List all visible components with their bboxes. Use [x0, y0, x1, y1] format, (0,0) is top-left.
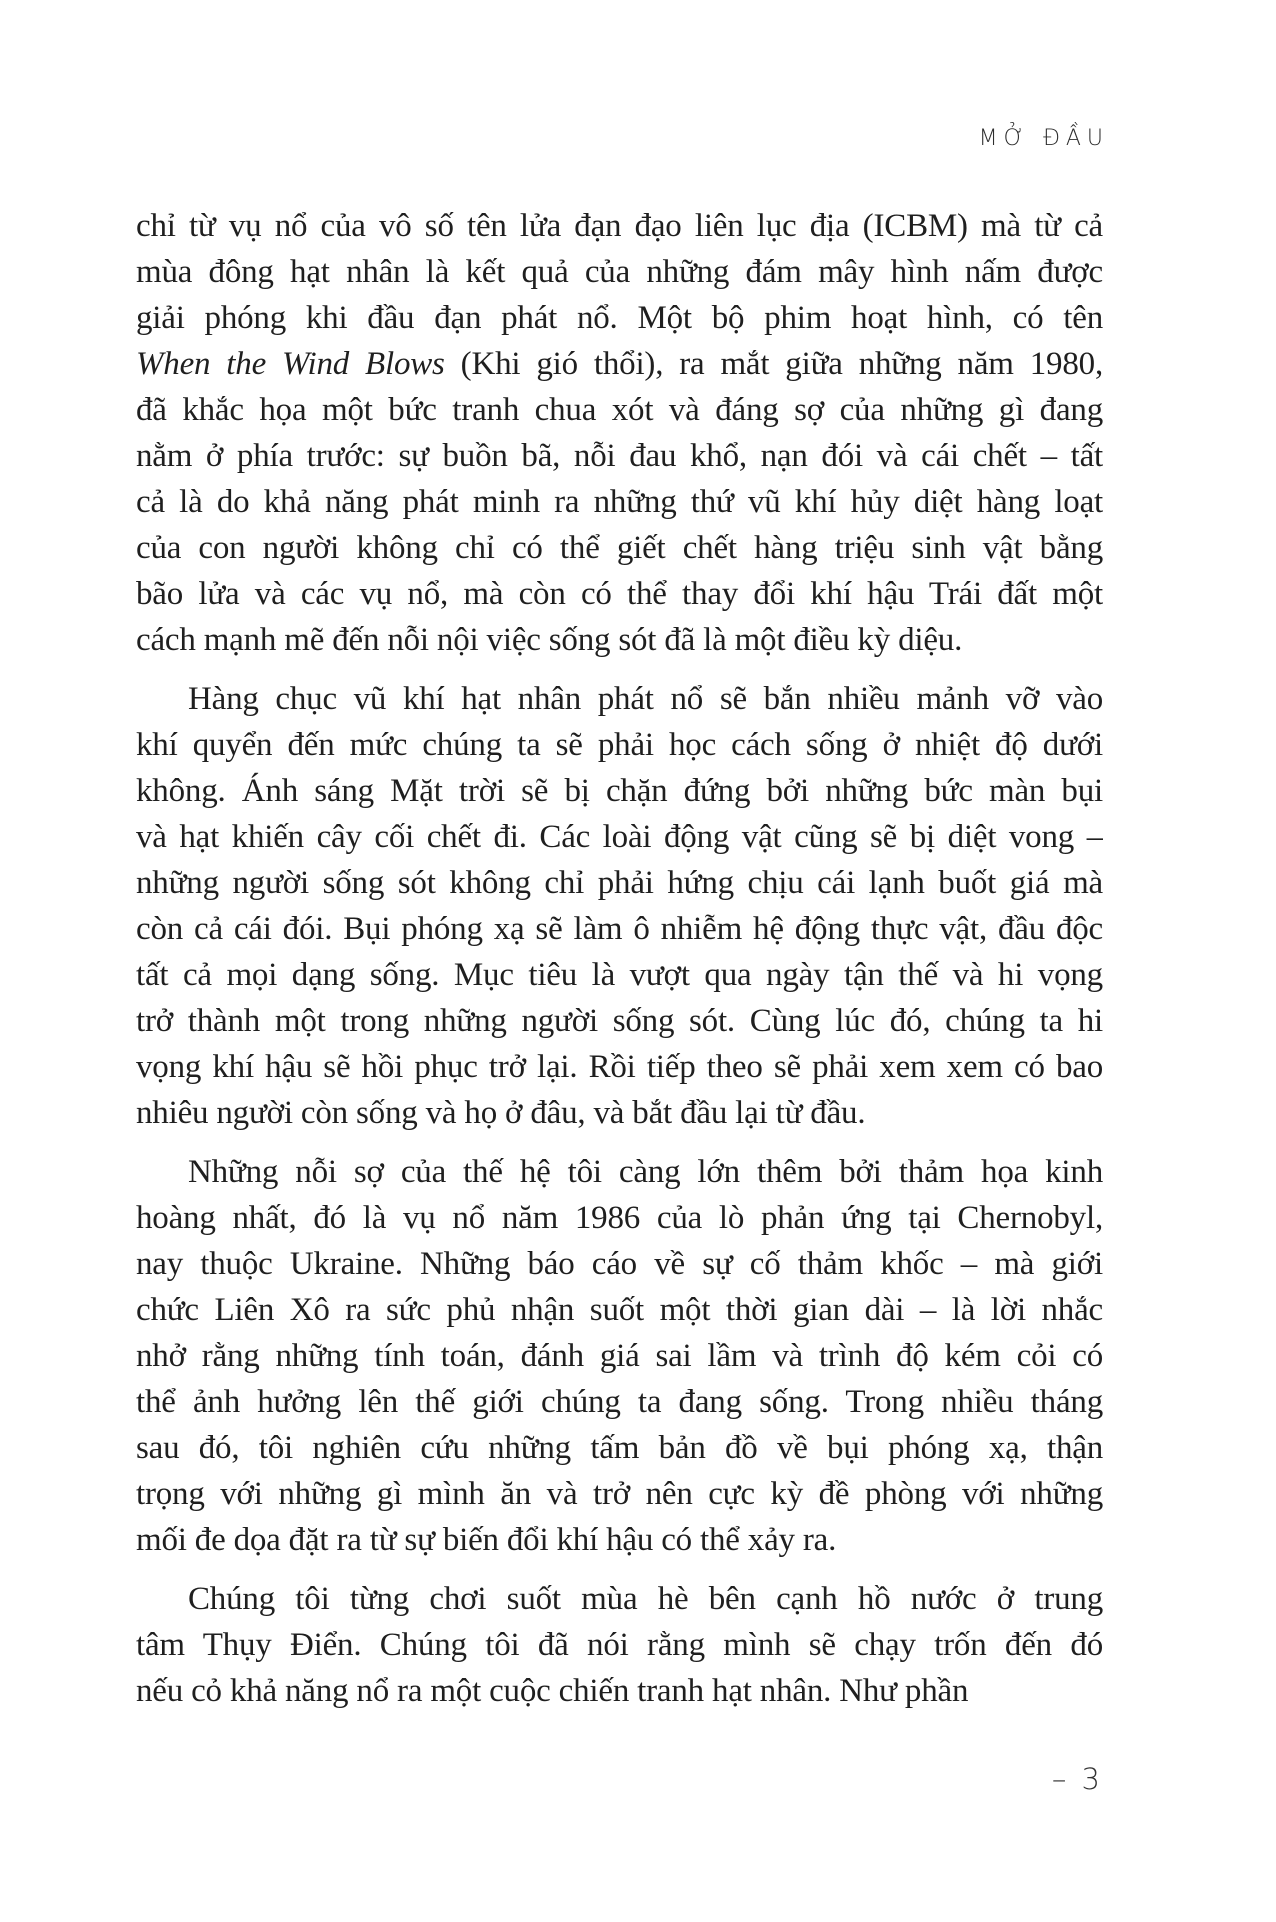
text-line: mùa đông hạt nhân là kết quả của những đám mây hình nấm được [136, 254, 1103, 290]
page-number: – 3 [1051, 1762, 1103, 1796]
text-line: hoàng nhất, đó là vụ nổ năm 1986 của lò phản ứng tại Chernobyl, [136, 1200, 1103, 1236]
running-head: MỞ ĐẦU [978, 126, 1109, 151]
text-line: những người sống sót không chỉ phải hứng chịu cái lạnh buốt giá mà [136, 865, 1103, 901]
text-line: nhở rằng những tính toán, đánh giá sai lầm và trình độ kém cỏi có [136, 1338, 1103, 1374]
text-line: nếu cỏ khả năng nổ ra một cuộc chiến tranh hạt nhân. Như phần [136, 1673, 969, 1709]
text-line: tất cả mọi dạng sống. Mục tiêu là vượt qua ngày tận thế và hi vọng [136, 957, 1103, 993]
text-line: trở thành một trong những người sống sót. Cùng lúc đó, chúng ta hi [136, 1003, 1103, 1039]
text-line-remainder: (Khi gió thổi), ra mắt giữa những năm 1980, [444, 346, 1103, 382]
text-line: nằm ở phía trước: sự buồn bã, nỗi đau khổ, nạn đói và cái chết – tất [136, 438, 1103, 474]
text-line: cách mạnh mẽ đến nỗi nội việc sống sót đã là một điều kỳ diệu. [136, 622, 963, 658]
paragraph-4 [136, 1576, 1103, 1714]
text-line: Chúng tôi từng chơi suốt mùa hè bên cạnh hồ nước ở trung [188, 1581, 1103, 1617]
paragraph-1 [136, 203, 1103, 663]
text-line: Hàng chục vũ khí hạt nhân phát nổ sẽ bắn nhiều mảnh vỡ vào [188, 681, 1103, 717]
text-line: của con người không chỉ có thể giết chết hàng triệu sinh vật bằng [136, 530, 1103, 566]
text-line: khí quyển đến mức chúng ta sẽ phải học cách sống ở nhiệt độ dưới [136, 727, 1103, 763]
text-line: trọng với những gì mình ăn và trở nên cực kỳ đề phòng với những [136, 1476, 1103, 1512]
text-line: sau đó, tôi nghiên cứu những tấm bản đồ về bụi phóng xạ, thận [136, 1430, 1103, 1466]
text-line: bão lửa và các vụ nổ, mà còn có thể thay đổi khí hậu Trái đất một [136, 576, 1103, 612]
text-line: mối đe dọa đặt ra từ sự biến đổi khí hậu có thể xảy ra. [136, 1522, 837, 1558]
text-line: nhiêu người còn sống và họ ở đâu, và bắt đầu lại từ đầu. [136, 1095, 866, 1131]
text-line: đã khắc họa một bức tranh chua xót và đáng sợ của những gì đang [136, 392, 1103, 428]
text-line: và hạt khiến cây cối chết đi. Các loài động vật cũng sẽ bị diệt vong – [136, 819, 1103, 855]
text-line: chức Liên Xô ra sức phủ nhận suốt một thời gian dài – là lời nhắc [136, 1292, 1103, 1328]
body-text [136, 203, 1103, 1714]
text-line: Những nỗi sợ của thế hệ tôi càng lớn thêm bởi thảm họa kinh [188, 1154, 1103, 1190]
text-line: giải phóng khi đầu đạn phát nổ. Một bộ phim hoạt hình, có tên [136, 300, 1103, 336]
paragraph-3 [136, 1149, 1103, 1563]
text-line: cả là do khả năng phát minh ra những thứ vũ khí hủy diệt hàng loạt [136, 484, 1103, 520]
book-title-italic: When the Wind Blows [136, 346, 445, 382]
text-line: nay thuộc Ukraine. Những báo cáo về sự cố thảm khốc – mà giới [136, 1246, 1103, 1282]
text-line: thể ảnh hưởng lên thế giới chúng ta đang sống. Trong nhiều tháng [136, 1384, 1103, 1420]
text-line: chỉ từ vụ nổ của vô số tên lửa đạn đạo liên lục địa (ICBM) mà từ cả [136, 208, 1103, 244]
text-line: vọng khí hậu sẽ hồi phục trở lại. Rồi tiếp theo sẽ phải xem xem có bao [136, 1049, 1103, 1085]
paragraph-2 [136, 676, 1103, 1136]
text-line: còn cả cái đói. Bụi phóng xạ sẽ làm ô nhiễm hệ động thực vật, đầu độc [136, 911, 1103, 947]
text-line-with-book-title [136, 341, 1103, 387]
text-line: không. Ánh sáng Mặt trời sẽ bị chặn đứng bởi những bức màn bụi [136, 773, 1103, 809]
text-line: tâm Thụy Điển. Chúng tôi đã nói rằng mình sẽ chạy trốn đến đó [136, 1627, 1103, 1663]
